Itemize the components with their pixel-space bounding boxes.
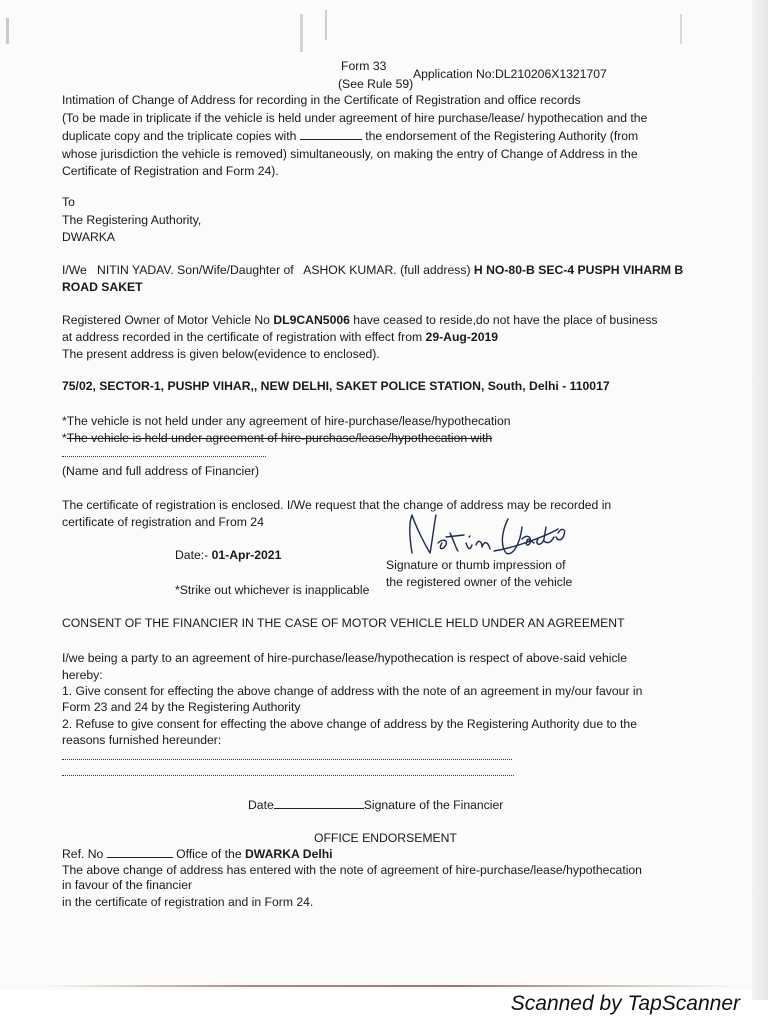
signature-caption-1: Signature or thumb impression of	[386, 558, 566, 572]
scan-speck	[325, 10, 327, 40]
owner-text-3: at address recorded in the certificate of registration with effect from	[62, 330, 423, 344]
financier-date-blank	[274, 797, 364, 809]
owner-signature	[398, 505, 598, 565]
office-line-3: in the certificate of registration and in Form 24.	[62, 895, 314, 909]
reasons-dotted-line-1	[62, 758, 512, 760]
financier-date-label: Date	[248, 798, 274, 812]
consent-item-2b: reasons furnished hereunder:	[62, 733, 222, 747]
reasons-dotted-line-2	[62, 774, 514, 776]
ref-blank	[107, 846, 173, 858]
owner-line-2	[62, 329, 498, 346]
request-line-1: The certificate of registration is enclosed. I/We request that the change of address may be recorded in	[62, 498, 612, 512]
form-number: Form 33	[341, 59, 387, 73]
consent-heading: CONSENT OF THE FINANCIER IN THE CASE OF MOTOR VEHICLE HELD UNDER AN AGREEMENT	[62, 616, 625, 630]
page-edge-shadow	[752, 0, 768, 1000]
scan-speck	[680, 14, 682, 44]
held-star: *	[62, 431, 67, 445]
consent-item-2a: 2. Refuse to give consent for effecting the above change of address by the Registering Authority due to the	[62, 717, 637, 731]
request-date-label: Date:-	[175, 548, 209, 562]
financier-dotted-line	[62, 455, 266, 457]
scan-edge-line	[40, 985, 740, 987]
request-line-2: certificate of registration and From 24	[62, 515, 264, 529]
owner-line-3: The present address is given below(evidence to enclosed).	[62, 347, 380, 361]
consent-item-1b: Form 23 and 24 by the Registering Authority	[62, 700, 301, 714]
held-statement-struck: The vehicle is held under agreement of hire-purchase/lease/hypothecation with	[66, 431, 493, 445]
owner-text-1: Registered Owner of Motor Vehicle No	[62, 313, 270, 327]
addressee-authority: The Registering Authority,	[62, 213, 202, 227]
vehicle-number: DL9CAN5006	[273, 313, 350, 327]
scan-speck	[300, 14, 303, 52]
applicant-address: H NO-80-B SEC-4 PUSPH VIHARM B	[473, 263, 684, 277]
financier-signature-row	[248, 797, 503, 814]
intro-line-4: whose jurisdiction the vehicle is removed) simultaneously, on making the entry of Change of Address in the	[62, 147, 638, 161]
applicant-name: NITIN YADAV.	[97, 263, 174, 277]
consent-item-1a: 1. Give consent for effecting the above change of address with the note of an agreement in my/our favour in	[62, 684, 643, 698]
office-line-2: in favour of the financier	[62, 878, 193, 892]
present-address: 75/02, SECTOR-1, PUSHP VIHAR,, NEW DELHI, SAKET POLICE STATION, South, Delhi - 110017	[62, 379, 610, 393]
parent-name: ASHOK KUMAR.	[303, 263, 397, 277]
office-ref-row	[62, 846, 333, 863]
applicant-address-line-2: ROAD SAKET	[62, 280, 143, 294]
intro-line-2: (To be made in triplicate if the vehicle is held under agreement of hire purchase/lease/ hypothecation and the	[62, 111, 648, 125]
addressee-to: To	[62, 195, 75, 209]
strike-note: *Strike out whichever is inapplicable	[175, 583, 370, 597]
consent-line-2: hereby:	[62, 668, 103, 682]
office-label: Office of the	[176, 847, 242, 861]
address-label: (full address)	[400, 263, 471, 277]
intro-line-3-start: duplicate copy and the triplicate copies with	[62, 129, 297, 143]
scanner-watermark: Scanned by TapScanner	[510, 992, 740, 1015]
request-date-value: 01-Apr-2021	[211, 548, 282, 562]
held-statement	[62, 430, 492, 447]
relation-label: Son/Wife/Daughter of	[177, 263, 294, 277]
effective-date: 29-Aug-2019	[425, 330, 499, 344]
scan-speck	[6, 18, 9, 44]
application-number: Application No:DL210206X1321707	[413, 67, 607, 81]
addressee-place: DWARKA	[62, 230, 116, 244]
office-name: DWARKA Delhi	[245, 847, 333, 861]
not-held-statement: *The vehicle is not held under any agreement of hire-purchase/lease/hypothecation	[62, 414, 511, 428]
intro-line-3	[62, 128, 638, 145]
request-date	[175, 547, 281, 564]
owner-line-1	[62, 312, 658, 329]
office-heading: OFFICE ENDORSEMENT	[314, 831, 457, 845]
financier-label: (Name and full address of Financier)	[62, 464, 260, 478]
intro-blank	[300, 128, 362, 140]
office-line-1: The above change of address has entered with the note of agreement of hire-purchase/lease/hypothecation	[62, 863, 642, 877]
intro-line-5: Certificate of Registration and Form 24).	[62, 164, 279, 178]
financier-signature-label: Signature of the Financier	[363, 798, 504, 812]
applicant-prefix: I/We	[62, 263, 87, 277]
ref-label: Ref. No	[62, 847, 104, 861]
applicant-line-1	[62, 262, 683, 279]
consent-line-1: I/we being a party to an agreement of hire-purchase/lease/hypothecation is respect of above-said vehicle	[62, 651, 628, 665]
rule-reference: (See Rule 59)	[338, 77, 414, 91]
intro-line-1: Intimation of Change of Address for recording in the Certificate of Registration and office records	[62, 93, 581, 107]
signature-caption-2: the registered owner of the vehicle	[386, 575, 573, 589]
intro-line-3-end: the endorsement of the Registering Authority (from	[365, 129, 639, 143]
owner-text-2: have ceased to reside,do not have the place of business	[353, 313, 658, 327]
